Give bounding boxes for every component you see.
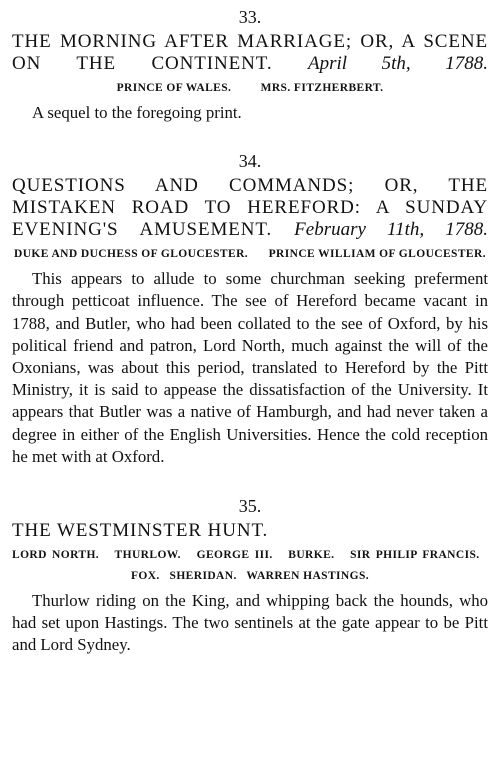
entry-description: A sequel to the foregoing print. [32,103,242,122]
person-name: THURLOW. [114,549,181,562]
person-name: LORD NORTH. [12,549,100,562]
entry-number: 34. [238,151,262,172]
person-name: DUKE AND DUCHESS OF GLOUCESTER. [14,248,249,261]
entry-number: 33. [238,7,262,27]
entry-title-text: QUESTIONS AND COMMANDS; OR, THE MISTAKEN ROAD TO HEREFORD: A SUNDAY EVENING'S AMUSEMENT. [12,175,488,241]
entry-title [12,31,488,75]
entry-title-text: THE MORNING AFTER MARRIAGE; OR, A SCENE ON THE CONTINENT. [12,31,488,74]
entry-persons [12,78,488,99]
entry-persons [12,244,488,265]
entry-33 [12,6,488,124]
entry-35 [12,495,488,657]
person-name: GEORGE III. [196,549,273,562]
entry-title [12,175,488,241]
person-name: BURKE. [288,549,335,562]
person-name: WARREN HASTINGS. [246,570,370,583]
entry-persons [12,545,488,587]
entry-34 [12,150,488,468]
person-name: MRS. FITZHERBERT. [260,82,384,94]
entry-date: February 11th, 1788. [294,219,489,241]
person-name: PRINCE OF WALES. [116,82,232,94]
entry-date: April 5th, 1788. [308,53,489,74]
person-name: PRINCE WILLIAM OF GLOUCESTER. [268,248,486,261]
person-name: SIR PHILIP FRANCIS. [350,549,480,562]
entry-description: Thurlow riding on the King, and whipping back the hounds, who had set upon Hastings. The two sentinels at the gate appear to be Pitt and Lord Sydney. [12,591,488,655]
entry-number: 35. [238,496,262,517]
person-name: FOX. [130,570,160,583]
entry-description: This appears to allude to some churchman seeking preferment through petticoat influence. The see of Hereford became vacant in 1788, and Butler, who had been collated to the see of Oxford, by his political friend and patron, Lord North, much against the will of the Oxonians, was about this period, translated to Hereford by the Pitt Ministry, it is said to appease the dissatisfaction of the University. It appears that Butler was a native of Hamburgh, and had never taken a degree in either of the English Universities. Hence the cold reception he met with at Oxford. [12,269,488,466]
entry-title [12,520,488,542]
entry-title-text: THE WESTMINSTER HUNT. [12,520,269,542]
person-name: SHERIDAN. [169,570,237,583]
